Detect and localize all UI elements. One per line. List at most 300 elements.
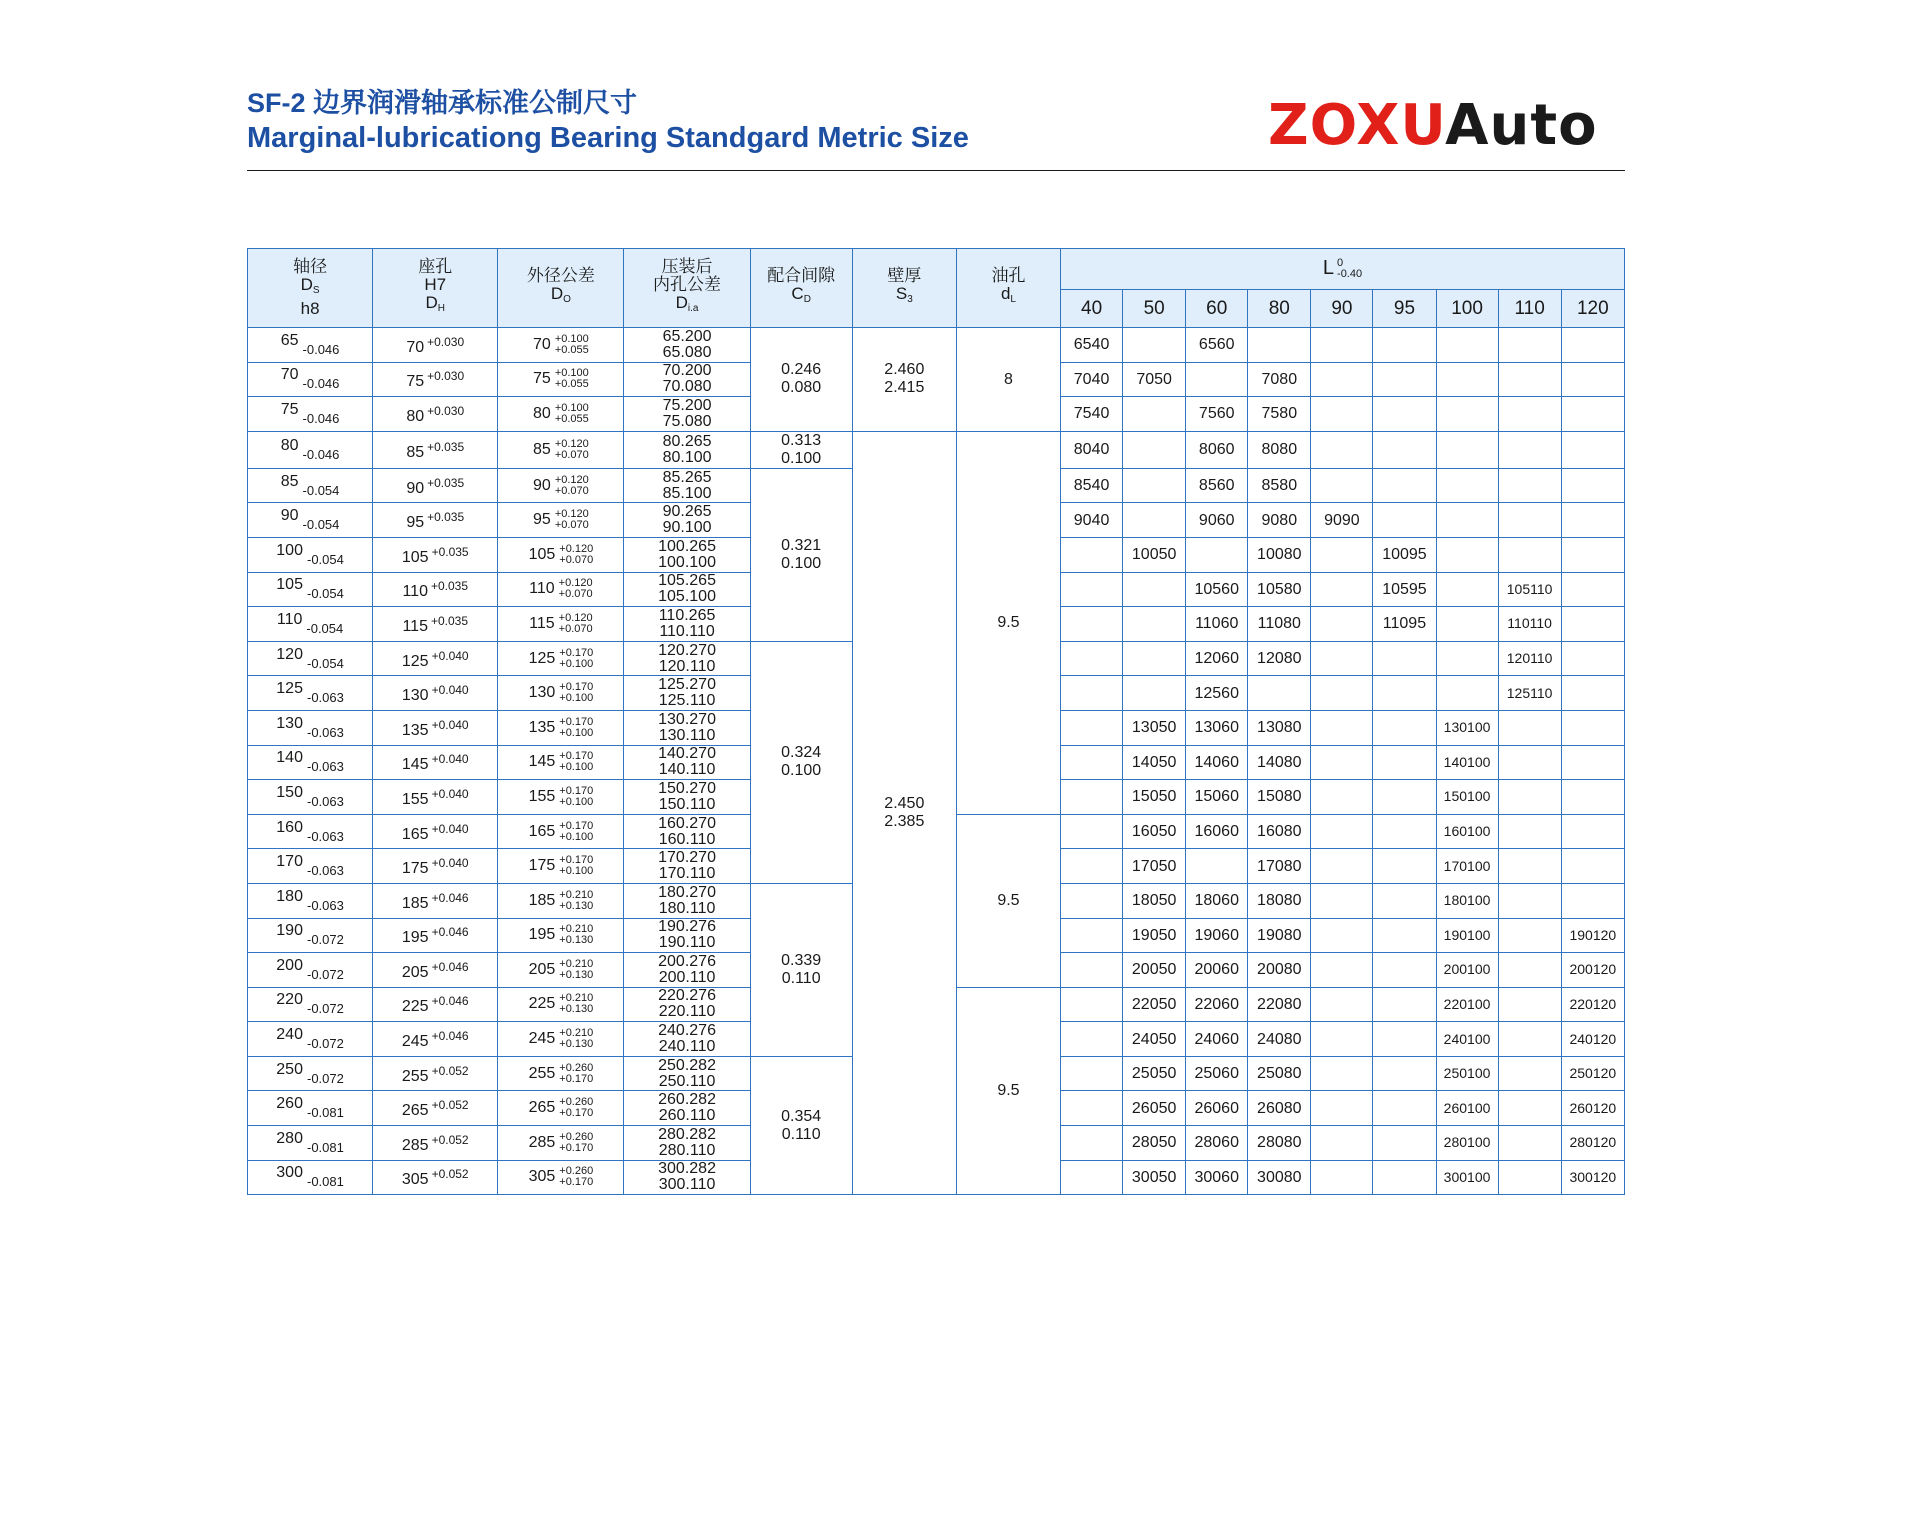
od-value: 145 <box>528 753 556 771</box>
cell-seat-hole <box>373 849 498 884</box>
cell-length-value <box>1561 572 1624 607</box>
cell-length-value: 140100 <box>1436 745 1498 780</box>
cell-shaft-diameter <box>248 1091 373 1126</box>
cell-length-value <box>1311 431 1373 468</box>
shaft-tolerance: -0.046 <box>302 376 340 392</box>
cell-length-value <box>1373 362 1436 397</box>
cell-length-value: 7540 <box>1061 397 1123 432</box>
cell-length-value: 18060 <box>1186 883 1248 918</box>
seat-tolerance: +0.035 <box>430 613 469 628</box>
od-tolerance-lower: +0.130 <box>559 1003 594 1016</box>
seat-value: 75 <box>406 373 425 391</box>
cell-outer-diameter <box>498 607 624 642</box>
cell-seat-hole <box>373 468 498 503</box>
od-tolerance-upper: +0.120 <box>554 473 589 486</box>
id-values <box>663 434 712 466</box>
od-tolerance-lower: +0.070 <box>558 622 593 635</box>
cell-seat-hole <box>373 572 498 607</box>
seat-tolerance: +0.040 <box>431 786 469 801</box>
header-wall-thickness-label: S <box>895 284 908 303</box>
cell-inner-diameter <box>624 607 750 642</box>
cell-length-value: 17050 <box>1123 849 1186 884</box>
length-label: L <box>1322 257 1335 280</box>
od-tolerance <box>555 475 589 497</box>
cell-length-value: 24050 <box>1123 1022 1186 1057</box>
header-oil-hole-label: 油孔 <box>991 266 1026 285</box>
cell-inner-diameter <box>624 572 750 607</box>
shaft-tolerance: -0.072 <box>306 1036 344 1052</box>
cell-outer-diameter <box>498 918 624 953</box>
cell-fit-clearance <box>750 328 852 432</box>
header-shaft-diameter-text <box>293 258 327 318</box>
cell-length-value <box>1311 745 1373 780</box>
cell-length-value <box>1373 1126 1436 1161</box>
cell-length-value <box>1061 1160 1123 1195</box>
od-tolerance-lower: +0.100 <box>559 657 594 670</box>
seat-tolerance: +0.035 <box>431 544 469 559</box>
cell-length-value <box>1498 780 1561 815</box>
cell-shaft-diameter <box>248 676 373 711</box>
od-value: 70 <box>533 336 551 354</box>
cell-oil-hole: 9.5 <box>956 987 1060 1195</box>
id-values <box>658 643 716 675</box>
cell-seat-hole <box>373 710 498 745</box>
header-shaft-diameter-label: D <box>300 274 313 294</box>
cell-length-value: 22060 <box>1186 987 1248 1022</box>
cell-length-value <box>1498 745 1561 780</box>
id-upper: 200.276 <box>658 952 716 970</box>
cell-outer-diameter <box>498 1022 624 1057</box>
cell-length-value: 12080 <box>1248 641 1311 676</box>
clearance-values <box>781 537 821 573</box>
seat-tolerance: +0.040 <box>431 683 469 698</box>
cell-length-value: 20060 <box>1186 953 1248 988</box>
cell-outer-diameter <box>498 676 624 711</box>
shaft-value: 170 <box>276 853 303 871</box>
od-tolerance-upper: +0.120 <box>554 508 589 521</box>
header-length-40: 40 <box>1061 290 1123 328</box>
cell-inner-diameter <box>624 1056 750 1091</box>
length-header-symbol <box>1323 257 1362 279</box>
clearance-values <box>781 432 821 468</box>
cell-seat-hole <box>373 1022 498 1057</box>
shaft-tolerance: -0.046 <box>302 341 340 357</box>
cell-outer-diameter <box>498 431 624 468</box>
cell-oil-hole: 9.5 <box>956 814 1060 987</box>
clearance-lower: 0.100 <box>781 554 822 572</box>
cell-length-value <box>1311 1126 1373 1161</box>
id-upper: 220.276 <box>658 987 716 1005</box>
od-value: 185 <box>528 891 556 909</box>
id-upper: 70.200 <box>662 362 712 380</box>
cell-seat-hole <box>373 431 498 468</box>
id-lower: 125.110 <box>658 692 716 710</box>
cell-length-value: 9040 <box>1061 503 1123 538</box>
shaft-value: 200 <box>276 956 303 974</box>
cell-length-value <box>1061 883 1123 918</box>
clearance-lower: 0.100 <box>781 762 822 780</box>
header-fit-clearance-line <box>767 267 835 285</box>
cell-length-value: 20080 <box>1248 953 1311 988</box>
header-wall-thickness-line <box>887 267 921 285</box>
clearance-lower: 0.110 <box>781 969 821 987</box>
cell-length-value: 7040 <box>1061 362 1123 397</box>
od-tolerance <box>559 1063 593 1085</box>
cell-length-value <box>1498 503 1561 538</box>
id-upper: 170.270 <box>658 849 716 867</box>
cell-length-value: 19080 <box>1248 918 1311 953</box>
cell-seat-hole <box>373 537 498 572</box>
clearance-lower: 0.080 <box>781 379 822 397</box>
id-lower: 70.080 <box>662 378 712 396</box>
cell-length-value: 7050 <box>1123 362 1186 397</box>
shaft-value: 90 <box>280 507 299 525</box>
od-tolerance-lower: +0.055 <box>554 343 589 356</box>
cell-length-value: 14060 <box>1186 745 1248 780</box>
header-shaft-diameter-line <box>293 300 327 318</box>
od-tolerance <box>559 786 593 808</box>
cell-length-value <box>1061 1091 1123 1126</box>
id-upper: 160.270 <box>658 814 716 832</box>
cell-length-value <box>1311 607 1373 642</box>
cell-length-value <box>1061 572 1123 607</box>
cell-length-value: 9080 <box>1248 503 1311 538</box>
header-inner-diameter-tolerance-text <box>653 258 721 318</box>
od-value: 285 <box>528 1134 556 1152</box>
cell-length-value <box>1498 1056 1561 1091</box>
header-fit-clearance-text <box>767 267 835 309</box>
cell-length-value <box>1311 468 1373 503</box>
id-upper: 130.270 <box>658 710 716 728</box>
seat-tolerance: +0.052 <box>431 1098 469 1113</box>
cell-length-value: 25080 <box>1248 1056 1311 1091</box>
bearing-size-table <box>247 248 1625 1195</box>
cell-length-value: 28080 <box>1248 1126 1311 1161</box>
id-lower: 80.100 <box>662 448 712 466</box>
cell-outer-diameter <box>498 883 624 918</box>
seat-value: 135 <box>401 721 429 739</box>
header-length-60: 60 <box>1186 290 1248 328</box>
cell-shaft-diameter <box>248 572 373 607</box>
header-outer-diameter-tolerance-text <box>527 267 595 309</box>
seat-value: 245 <box>401 1033 429 1051</box>
id-lower: 280.110 <box>658 1141 716 1159</box>
cell-length-value <box>1373 397 1436 432</box>
cell-inner-diameter <box>624 1091 750 1126</box>
cell-inner-diameter <box>624 328 750 363</box>
od-value: 135 <box>528 718 556 736</box>
od-tolerance-upper: +0.100 <box>554 367 589 380</box>
shaft-value: 220 <box>276 991 303 1009</box>
cell-length-value <box>1061 537 1123 572</box>
header-wall-thickness-label: 壁厚 <box>887 266 922 285</box>
cell-shaft-diameter <box>248 607 373 642</box>
cell-length-value <box>1436 607 1498 642</box>
shaft-value: 105 <box>276 576 303 594</box>
wall-upper: 2.460 <box>884 361 925 379</box>
cell-length-value <box>1561 537 1624 572</box>
id-upper: 85.265 <box>662 468 712 486</box>
cell-oil-hole: 8 <box>956 328 1060 432</box>
cell-length-value: 25060 <box>1186 1056 1248 1091</box>
id-upper: 75.200 <box>662 396 712 414</box>
od-value: 90 <box>533 476 551 494</box>
cell-length-value <box>1123 676 1186 711</box>
id-values <box>658 1058 716 1090</box>
id-upper: 110.265 <box>658 606 716 624</box>
od-tolerance <box>559 613 593 635</box>
id-lower: 120.110 <box>658 657 716 675</box>
logo-text-black: Auto <box>1445 93 1598 158</box>
clearance-values <box>781 1108 821 1144</box>
id-values <box>658 1127 716 1159</box>
od-tolerance <box>559 855 593 877</box>
id-upper: 280.282 <box>658 1125 716 1143</box>
seat-tolerance: +0.046 <box>431 925 469 940</box>
header-wall-thickness-text <box>887 267 921 309</box>
shaft-tolerance: -0.072 <box>306 932 344 948</box>
cell-outer-diameter <box>498 641 624 676</box>
cell-length-value: 15050 <box>1123 780 1186 815</box>
seat-value: 265 <box>401 1102 429 1120</box>
cell-length-value <box>1561 397 1624 432</box>
header-divider <box>247 170 1625 171</box>
cell-length-value <box>1561 503 1624 538</box>
clearance-values <box>781 952 821 988</box>
header-inner-diameter-tolerance-label: 内孔公差 <box>653 275 722 294</box>
cell-length-value <box>1248 676 1311 711</box>
cell-length-value: 190100 <box>1436 918 1498 953</box>
cell-length-value <box>1061 814 1123 849</box>
table-row <box>248 431 1625 468</box>
od-tolerance <box>559 751 593 773</box>
clearance-values <box>781 361 821 397</box>
cell-length-value <box>1498 1091 1561 1126</box>
cell-length-value: 260120 <box>1561 1091 1624 1126</box>
cell-length-value <box>1061 641 1123 676</box>
od-tolerance-upper: +0.100 <box>554 332 589 345</box>
cell-outer-diameter <box>498 987 624 1022</box>
header-oil-hole-subscript: L <box>1010 294 1016 305</box>
cell-shaft-diameter <box>248 953 373 988</box>
cell-shaft-diameter <box>248 1022 373 1057</box>
cell-seat-hole <box>373 745 498 780</box>
cell-length-value <box>1436 468 1498 503</box>
od-tolerance <box>559 1097 593 1119</box>
cell-length-value <box>1123 503 1186 538</box>
cell-length-value <box>1248 328 1311 363</box>
cell-shaft-diameter <box>248 468 373 503</box>
cell-length-value: 6560 <box>1186 328 1248 363</box>
id-lower: 250.110 <box>658 1072 716 1090</box>
shaft-tolerance: -0.063 <box>306 793 344 809</box>
header-length-100: 100 <box>1436 290 1498 328</box>
cell-length-value <box>1373 1091 1436 1126</box>
od-tolerance-lower: +0.130 <box>559 968 594 981</box>
cell-length-value: 18050 <box>1123 883 1186 918</box>
header-inner-diameter-tolerance-line <box>653 294 721 318</box>
cell-shaft-diameter <box>248 362 373 397</box>
cell-length-value <box>1373 503 1436 538</box>
cell-inner-diameter <box>624 745 750 780</box>
id-values <box>658 539 716 571</box>
od-value: 305 <box>528 1168 556 1186</box>
cell-length-value: 120110 <box>1498 641 1561 676</box>
id-values <box>658 781 716 813</box>
cell-length-value <box>1373 780 1436 815</box>
id-lower: 190.110 <box>658 934 716 952</box>
cell-outer-diameter <box>498 1091 624 1126</box>
cell-length-value <box>1373 431 1436 468</box>
od-tolerance-lower: +0.130 <box>559 1038 594 1051</box>
header-outer-diameter-tolerance <box>498 249 624 328</box>
header-seat-hole-line <box>418 258 452 276</box>
cell-length-value: 280100 <box>1436 1126 1498 1161</box>
seat-value: 95 <box>406 514 425 532</box>
id-lower: 130.110 <box>658 726 716 744</box>
header-oil-hole-text <box>991 267 1025 309</box>
cell-length-value: 7580 <box>1248 397 1311 432</box>
cell-length-value: 28050 <box>1123 1126 1186 1161</box>
cell-inner-diameter <box>624 537 750 572</box>
cell-length-value: 10560 <box>1186 572 1248 607</box>
id-lower: 240.110 <box>658 1038 716 1056</box>
header-inner-diameter-tolerance-label: 压装后 <box>661 257 713 276</box>
header-length-90: 90 <box>1311 290 1373 328</box>
od-tolerance <box>555 439 589 461</box>
cell-length-value <box>1436 537 1498 572</box>
od-tolerance-upper: +0.260 <box>559 1130 594 1143</box>
seat-tolerance: +0.046 <box>431 1029 469 1044</box>
shaft-tolerance: -0.054 <box>306 586 344 602</box>
header-length-95: 95 <box>1373 290 1436 328</box>
cell-length-value: 250120 <box>1561 1056 1624 1091</box>
od-tolerance-lower: +0.100 <box>559 726 594 739</box>
id-values <box>658 954 716 986</box>
cell-inner-diameter <box>624 1022 750 1057</box>
cell-length-value: 14050 <box>1123 745 1186 780</box>
cell-length-value <box>1373 1056 1436 1091</box>
cell-seat-hole <box>373 780 498 815</box>
cell-outer-diameter <box>498 1160 624 1195</box>
cell-length-value <box>1498 987 1561 1022</box>
id-lower: 65.080 <box>662 343 712 361</box>
clearance-lower: 0.110 <box>781 1125 821 1143</box>
cell-outer-diameter <box>498 710 624 745</box>
od-tolerance <box>555 403 589 425</box>
cell-length-value <box>1436 572 1498 607</box>
cell-length-value <box>1561 362 1624 397</box>
od-value: 115 <box>529 615 555 633</box>
cell-length-value: 150100 <box>1436 780 1498 815</box>
header-length-80: 80 <box>1248 290 1311 328</box>
cell-length-value <box>1498 710 1561 745</box>
header-inner-diameter-tolerance-label: D <box>675 293 688 312</box>
seat-value: 105 <box>401 548 429 566</box>
od-tolerance-upper: +0.210 <box>559 1027 594 1040</box>
od-tolerance-lower: +0.100 <box>559 761 594 774</box>
cell-outer-diameter <box>498 849 624 884</box>
seat-tolerance: +0.052 <box>431 1132 469 1147</box>
cell-length-value <box>1373 710 1436 745</box>
cell-length-value: 13050 <box>1123 710 1186 745</box>
id-values <box>663 470 712 502</box>
id-values <box>658 816 716 848</box>
cell-length-value <box>1061 1056 1123 1091</box>
cell-inner-diameter <box>624 849 750 884</box>
cell-inner-diameter <box>624 987 750 1022</box>
cell-length-value: 26060 <box>1186 1091 1248 1126</box>
cell-length-value <box>1498 1022 1561 1057</box>
od-value: 95 <box>533 511 551 529</box>
cell-length-value: 250100 <box>1436 1056 1498 1091</box>
seat-value: 115 <box>402 617 428 635</box>
id-lower: 200.110 <box>658 968 716 986</box>
cell-seat-hole <box>373 1091 498 1126</box>
cell-shaft-diameter <box>248 1126 373 1161</box>
header-inner-diameter-tolerance-line <box>653 258 721 276</box>
cell-length-value <box>1061 1126 1123 1161</box>
cell-length-value <box>1311 397 1373 432</box>
id-values <box>658 1092 716 1124</box>
shaft-tolerance: -0.072 <box>306 1070 344 1086</box>
cell-length-value <box>1561 431 1624 468</box>
cell-length-value: 190120 <box>1561 918 1624 953</box>
seat-value: 185 <box>401 894 429 912</box>
header-seat-hole-label: H7 <box>424 275 447 294</box>
cell-length-value <box>1373 468 1436 503</box>
od-value: 75 <box>533 370 551 388</box>
id-lower: 90.100 <box>662 519 712 537</box>
header-wall-thickness-line <box>887 285 921 309</box>
cell-outer-diameter <box>498 397 624 432</box>
shaft-value: 260 <box>276 1095 303 1113</box>
cell-fit-clearance <box>750 1056 852 1194</box>
cell-seat-hole <box>373 676 498 711</box>
id-values <box>663 504 712 536</box>
cell-length-value: 24080 <box>1248 1022 1311 1057</box>
od-value: 85 <box>533 441 551 459</box>
cell-length-value: 30060 <box>1186 1160 1248 1195</box>
cell-shaft-diameter <box>248 814 373 849</box>
seat-value: 125 <box>401 652 429 670</box>
cell-length-value <box>1373 676 1436 711</box>
cell-length-value: 13080 <box>1248 710 1311 745</box>
od-tolerance-upper: +0.260 <box>559 1165 594 1178</box>
cell-length-value <box>1311 918 1373 953</box>
cell-length-value: 12560 <box>1186 676 1248 711</box>
shaft-value: 100 <box>276 541 303 559</box>
header-shaft-diameter-line <box>293 276 327 300</box>
cell-length-value <box>1436 503 1498 538</box>
clearance-lower: 0.100 <box>781 449 822 467</box>
cell-length-value <box>1311 987 1373 1022</box>
header-oil-hole-line <box>991 285 1025 309</box>
shaft-tolerance: -0.072 <box>306 1001 344 1017</box>
cell-length-value: 30050 <box>1123 1160 1186 1195</box>
cell-seat-hole <box>373 328 498 363</box>
cell-length-value <box>1311 328 1373 363</box>
cell-length-value <box>1311 537 1373 572</box>
id-lower: 75.080 <box>662 412 712 430</box>
shaft-tolerance: -0.054 <box>306 551 344 567</box>
cell-length-value: 22050 <box>1123 987 1186 1022</box>
cell-length-value: 20050 <box>1123 953 1186 988</box>
seat-tolerance: +0.035 <box>427 475 465 490</box>
cell-length-value <box>1311 572 1373 607</box>
od-tolerance-lower: +0.070 <box>559 553 594 566</box>
cell-shaft-diameter <box>248 780 373 815</box>
